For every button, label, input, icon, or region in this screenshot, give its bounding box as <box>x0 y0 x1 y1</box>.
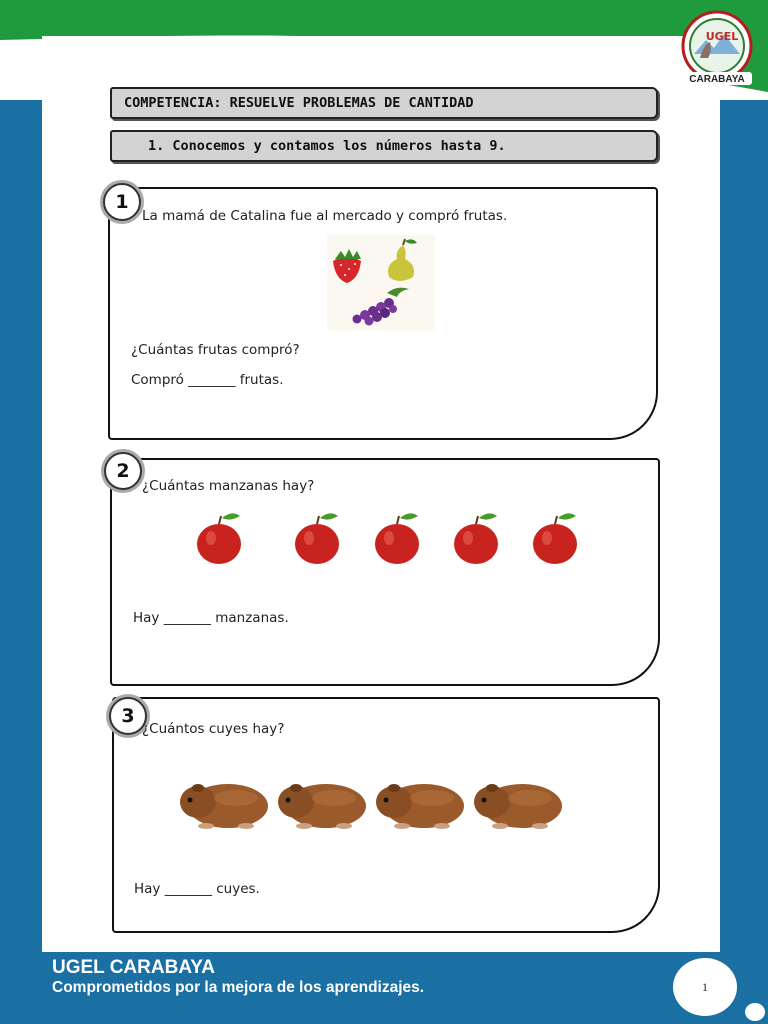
problem-number-badge: 2 <box>104 452 142 490</box>
ugel-logo <box>676 10 758 88</box>
strawberry-icon <box>333 249 361 283</box>
guinea-pig-icon <box>470 768 564 832</box>
page-number: 1 <box>673 958 737 1016</box>
problem-2-answer-line: Hay _______ manzanas. <box>133 610 289 626</box>
problem-1-statement: La mamá de Catalina fue al mercado y compró frutas. <box>142 208 508 224</box>
problem-3-answer-line: Hay _______ cuyes. <box>134 881 260 897</box>
activity-banner <box>110 130 658 162</box>
fruits-image <box>327 235 435 331</box>
apples-row <box>190 508 590 566</box>
footer-title: UGEL CARABAYA <box>52 957 215 978</box>
apple-icon <box>451 508 501 566</box>
pear-icon <box>388 239 417 281</box>
activity-title: 1. Conocemos y contamos los números hasta 9. <box>148 138 506 154</box>
footer-subtitle: Comprometidos por la mejora de los aprendizajes. <box>52 979 425 996</box>
competencia-text: COMPETENCIA: RESUELVE PROBLEMAS DE CANTIDAD <box>124 95 474 111</box>
problem-number-badge: 1 <box>103 183 141 221</box>
logo-text: UGEL <box>705 30 739 43</box>
problem-1-question: ¿Cuántas frutas compró? <box>131 342 300 358</box>
grapes-icon <box>353 288 410 326</box>
guinea-pig-icon <box>274 768 368 832</box>
problem-1-answer-line: Compró _______ frutas. <box>131 372 284 388</box>
logo-caption: CARABAYA <box>689 74 745 85</box>
apple-icon <box>194 508 244 566</box>
problem-3-question: ¿Cuántos cuyes hay? <box>142 721 285 737</box>
guinea-pigs-row <box>176 768 566 832</box>
competencia-banner <box>110 87 658 119</box>
guinea-pig-icon <box>372 768 466 832</box>
apple-icon <box>292 508 342 566</box>
apple-icon <box>372 508 422 566</box>
apple-icon <box>530 508 580 566</box>
problem-number-badge: 3 <box>109 697 147 735</box>
problem-2-question: ¿Cuántas manzanas hay? <box>142 478 315 494</box>
guinea-pig-icon <box>176 768 270 832</box>
decorative-dot <box>745 1003 765 1021</box>
